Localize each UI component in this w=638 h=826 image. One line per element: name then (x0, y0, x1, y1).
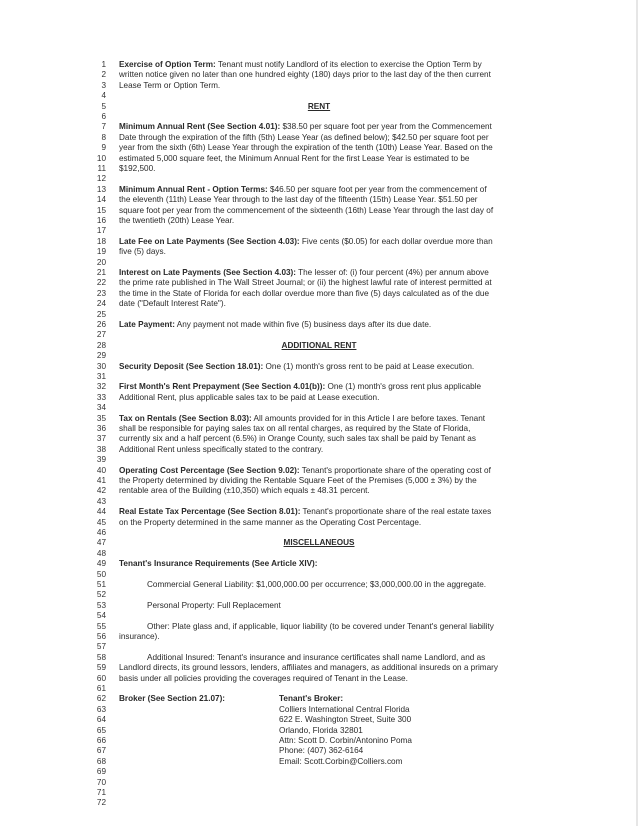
line-number: 31 (96, 372, 106, 381)
real-estate-tax-heading: Real Estate Tax Percentage (See Section 8.01): (119, 507, 301, 517)
line-number: 70 (96, 777, 106, 787)
line-number: 27 (96, 330, 106, 340)
line-number: 58 (96, 652, 106, 662)
line-number: 50 (96, 569, 106, 579)
minimum-rent-line-3: year from the sixth (6th) Lease Year through the expiration of the tenth (10th) Lease Year. Based on the (119, 143, 493, 153)
operating-cost-line-2: the Property determined by dividing the Rentable Square Feet of the Premises (5,000 ± 3%) by the (119, 476, 477, 485)
real-estate-tax-line-2: on the Property determined in the same manner as the Operating Cost Percentage. (119, 517, 422, 527)
tax-rentals-line-4: Additional Rent unless specifically stated to the contrary. (119, 444, 324, 454)
personal-property-line: Personal Property: Full Replacement (147, 600, 281, 610)
line-number: 13 (96, 184, 106, 194)
line-number: 41 (96, 476, 106, 485)
line-number: 12 (96, 174, 106, 184)
line-number: 33 (96, 392, 106, 402)
line-number: 24 (96, 299, 106, 309)
late-payment-heading: Late Payment: (119, 320, 175, 329)
line-number: 48 (96, 548, 106, 558)
broker-street: 622 E. Washington Street, Suite 300 (279, 715, 412, 725)
option-rent-heading: Minimum Annual Rent - Option Terms: (119, 184, 268, 194)
line-number: 6 (101, 112, 106, 121)
line-number: 19 (96, 247, 106, 257)
line-number: 59 (96, 663, 106, 673)
line-number: 60 (96, 673, 106, 683)
line-number: 1 (101, 60, 106, 69)
interest-line-3: the time in the State of Florida for each dollar overdue more than five (5) days calculated as of the due (119, 288, 490, 298)
line-number: 34 (96, 403, 106, 413)
line-number: 67 (96, 746, 106, 756)
late-fee-heading: Late Fee on Late Payments (See Section 4.03): (119, 236, 300, 246)
late-fee-line-2: five (5) days. (119, 247, 166, 257)
line-number: 44 (96, 507, 106, 517)
real-estate-tax-line-1: Real Estate Tax Percentage (See Section 8.01): Tenant's proportionate share of the real estate taxes (119, 507, 492, 517)
line-number: 62 (96, 694, 106, 704)
other-insurance-line-2: insurance). (119, 632, 160, 641)
line-number: 20 (96, 257, 106, 267)
line-number: 17 (96, 226, 106, 236)
line-number: 45 (96, 517, 106, 527)
line-number: 72 (96, 798, 106, 808)
line-number: 11 (97, 164, 106, 173)
exercise-option-heading: Exercise of Option Term: (119, 60, 216, 69)
broker-label: Broker (See Section 21.07): (119, 694, 226, 704)
line-number: 23 (96, 288, 106, 298)
line-number: 36 (96, 424, 106, 433)
additional-insured-line-2: Landlord directs, its ground lessors, lenders, affiliates and managers, as additional insureds on a primary (119, 663, 498, 673)
line-number: 8 (101, 132, 106, 142)
line-number: 66 (96, 736, 106, 745)
line-number: 32 (96, 382, 106, 392)
tenants-broker-title: Tenant's Broker: (279, 694, 344, 704)
line-number: 35 (96, 413, 106, 423)
tax-rentals-line-3: currently six and a half percent (6.5%) in Orange County, such sales tax shall be paid by Tenant as (119, 434, 476, 444)
line-number: 52 (96, 590, 106, 600)
broker-city: Orlando, Florida 32801 (279, 725, 363, 735)
exercise-option-line-2: written notice given no later than one hundred eighty (180) days prior to the last day of the then current (119, 70, 491, 80)
line-number: 63 (96, 704, 106, 714)
line-number: 65 (96, 725, 106, 735)
line-number: 64 (96, 715, 106, 725)
exercise-option-line-1: Exercise of Option Term: Tenant must notify Landlord of its election to exercise the Option Term by (119, 60, 482, 69)
line-number: 53 (96, 600, 106, 610)
tax-rentals-heading: Tax on Rentals (See Section 8.03): (119, 413, 252, 423)
interest-line-4: date ("Default Interest Rate"). (119, 299, 226, 309)
minimum-rent-line-5: $192,500. (119, 164, 156, 173)
exercise-option-line-3: Lease Term or Option Term. (119, 80, 221, 90)
option-rent-line-3: square foot per year from the commencement of the sixteenth (16th) Lease Year through the last day of (119, 205, 494, 215)
line-number: 14 (96, 195, 106, 205)
line-number: 57 (96, 642, 106, 652)
line-number: 7 (101, 122, 106, 132)
interest-heading: Interest on Late Payments (See Section 4.03): (119, 268, 296, 277)
broker-attention: Attn: Scott D. Corbin/Antonino Poma (279, 736, 412, 745)
line-number: 38 (96, 444, 106, 454)
line-number: 56 (96, 632, 106, 641)
line-number: 40 (96, 465, 106, 475)
broker-phone: Phone: (407) 362-6164 (279, 746, 364, 756)
security-deposit-heading: Security Deposit (See Section 18.01): (119, 361, 264, 371)
broker-email: Email: Scott.Corbin@Colliers.com (279, 756, 403, 766)
line-number: 46 (96, 528, 106, 537)
broker-company: Colliers International Central Florida (279, 704, 410, 714)
interest-line-1: Interest on Late Payments (See Section 4.03): The lesser of: (i) four percent (4%) per annum above (119, 268, 489, 277)
operating-cost-heading: Operating Cost Percentage (See Section 9.02): (119, 465, 300, 475)
minimum-rent-line-4: estimated 5,000 square feet, the Minimum Annual Rent for the first Lease Year is estimated to be (119, 153, 470, 163)
additional-rent-heading: ADDITIONAL RENT (281, 340, 357, 350)
minimum-rent-line-1: Minimum Annual Rent (See Section 4.01): $38.50 per square foot per year from the Commencement (119, 122, 492, 132)
line-number: 25 (96, 309, 106, 319)
interest-line-2: the prime rate published in The Wall Street Journal; or (ii) the highest lawful rate of interest permitted at (119, 278, 492, 288)
miscellaneous-heading: MISCELLANEOUS (283, 538, 355, 548)
option-rent-line-4: the twentieth (20th) Lease Year. (119, 216, 235, 225)
other-insurance-line-1: Other: Plate glass and, if applicable, liquor liability (to be covered under Tenant's general liability (147, 621, 494, 631)
first-month-line-1: First Month's Rent Prepayment (See Section 4.01(b)): One (1) month's gross rent plus applicable (119, 382, 482, 392)
line-number: 37 (96, 434, 106, 444)
line-number: 68 (96, 756, 106, 766)
late-fee-line-1: Late Fee on Late Payments (See Section 4.03): Five cents ($0.05) for each dollar overdue more than (119, 236, 493, 246)
line-number: 2 (101, 70, 106, 80)
line-number: 10 (96, 153, 106, 163)
option-rent-line-2: the eleventh (11th) Lease Year through to the last day of the fifteenth (15th) Lease Year. $51.50 per (119, 195, 478, 205)
general-liability-line: Commercial General Liability: $1,000,000.00 per occurrence; $3,000,000.00 in the aggregate. (147, 580, 487, 589)
line-number: 28 (96, 340, 106, 350)
line-number: 54 (96, 611, 106, 621)
line-number: 18 (96, 236, 106, 246)
line-number: 22 (96, 278, 106, 288)
minimum-rent-line-2: Date through the expiration of the fifth (5th) Lease Year (as defined below); $42.50 per square foot per (119, 132, 489, 142)
line-number: 43 (96, 496, 106, 506)
line-number: 71 (96, 788, 106, 797)
line-number: 16 (96, 216, 106, 225)
additional-insured-line-1: Additional Insured: Tenant's insurance and insurance certificates shall name Landlord, and as (147, 652, 486, 662)
security-deposit-line: Security Deposit (See Section 18.01): One (1) month's gross rent to be paid at Lease execution. (119, 361, 475, 371)
line-number: 29 (96, 351, 106, 361)
line-number: 9 (101, 143, 106, 153)
line-number: 30 (96, 361, 106, 371)
line-number: 21 (96, 268, 106, 277)
line-number: 49 (96, 559, 106, 569)
line-number: 51 (96, 580, 106, 589)
line-number: 3 (101, 80, 106, 90)
line-number: 55 (96, 621, 106, 631)
line-number: 15 (96, 205, 106, 215)
first-month-heading: First Month's Rent Prepayment (See Section 4.01(b)): (119, 382, 326, 392)
line-number: 47 (96, 538, 106, 548)
late-payment-line: Late Payment: Any payment not made within five (5) business days after its due date. (119, 320, 432, 329)
minimum-rent-heading: Minimum Annual Rent (See Section 4.01): (119, 122, 281, 132)
line-number: 42 (96, 486, 106, 496)
rent-section-heading: RENT (307, 101, 331, 111)
line-number: 61 (96, 684, 106, 693)
option-rent-line-1: Minimum Annual Rent - Option Terms: $46.50 per square foot per year from the commencement of (119, 184, 487, 194)
line-number: 26 (96, 320, 106, 329)
operating-cost-line-1: Operating Cost Percentage (See Section 9.02): Tenant's proportionate share of the operating cost of (119, 465, 491, 475)
line-number: 4 (101, 91, 106, 101)
first-month-line-2: Additional Rent, plus applicable sales tax to be paid at Lease execution. (119, 392, 380, 402)
operating-cost-line-3: rentable area of the Building (±10,350) which equals ± 48.31 percent. (119, 486, 370, 496)
additional-insured-line-3: basis under all policies providing the coverages required of Tenant in the Lease. (119, 673, 408, 683)
line-number: 69 (96, 767, 106, 777)
tax-rentals-line-2: shall be responsible for paying sales tax on all rental charges, as required by the State of Florida, (119, 424, 471, 433)
line-number: 5 (101, 101, 106, 111)
line-number: 39 (96, 455, 106, 465)
insurance-heading: Tenant's Insurance Requirements (See Article XIV): (119, 559, 318, 569)
tax-rentals-line-1: Tax on Rentals (See Section 8.03): All amounts provided for in this Article I are before taxes. Tenant (119, 413, 486, 423)
